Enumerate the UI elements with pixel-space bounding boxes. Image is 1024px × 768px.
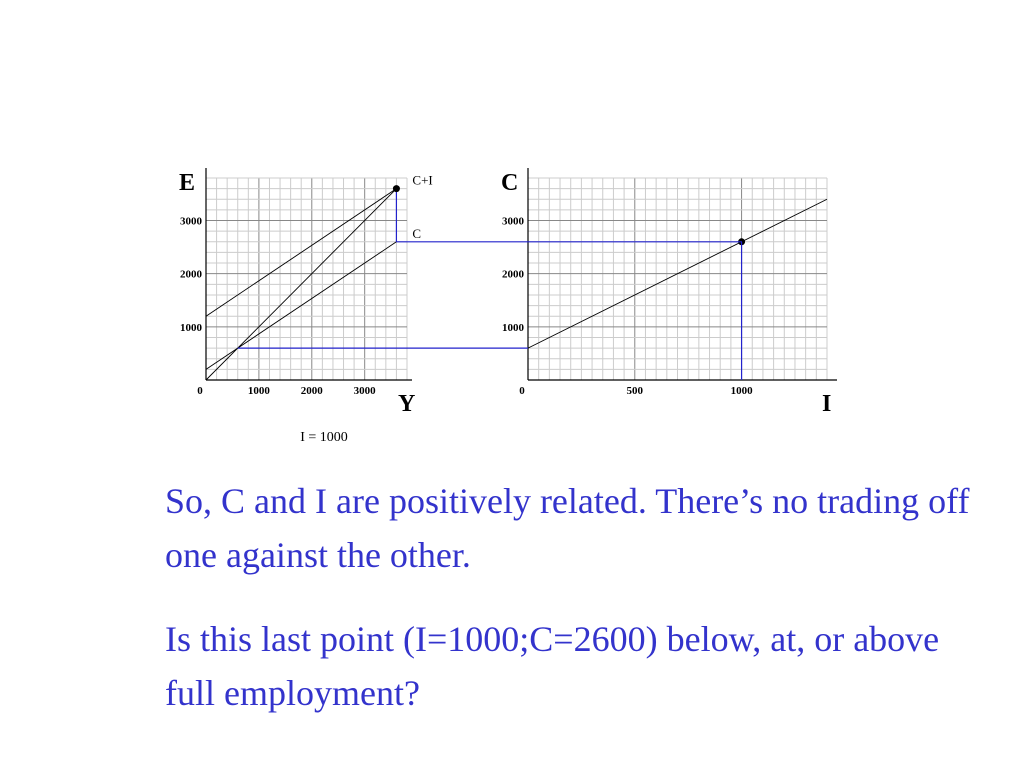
x-tick-label: 0	[197, 385, 203, 397]
slide-paragraph-1: So, C and I are positively related. There’s no trading off one against the other.	[165, 481, 970, 575]
y-tick-label: 1000	[180, 321, 202, 334]
y-tick-label: 2000	[180, 268, 202, 281]
x-tick-label: 1000	[247, 385, 270, 397]
x-axis-label: Y	[398, 391, 416, 417]
series-label: C+I	[412, 172, 433, 188]
slide-text	[165, 474, 985, 750]
x-axis-label: I	[822, 391, 832, 417]
chart-e-vs-y	[179, 168, 433, 445]
series-label: C	[412, 225, 422, 241]
y-tick-label: 3000	[180, 215, 202, 228]
y-tick-label: 3000	[502, 215, 524, 228]
y-axis-label: E	[179, 170, 196, 196]
x-tick-label: 1000	[730, 385, 753, 397]
x-tick-label: 0	[519, 385, 525, 397]
x-tick-label: 500	[626, 385, 644, 397]
annotation-text: I = 1000	[300, 430, 348, 445]
data-point	[393, 185, 400, 192]
slide-paragraph-2: Is this last point (I=1000;C=2600) below, at, or above full employment?	[165, 619, 940, 713]
y-tick-label: 1000	[502, 321, 524, 334]
x-tick-label: 3000	[353, 385, 376, 397]
chart-c-vs-i	[501, 168, 837, 417]
y-axis-label: C	[501, 170, 519, 196]
y-tick-label: 2000	[502, 268, 524, 281]
x-tick-label: 2000	[300, 385, 323, 397]
